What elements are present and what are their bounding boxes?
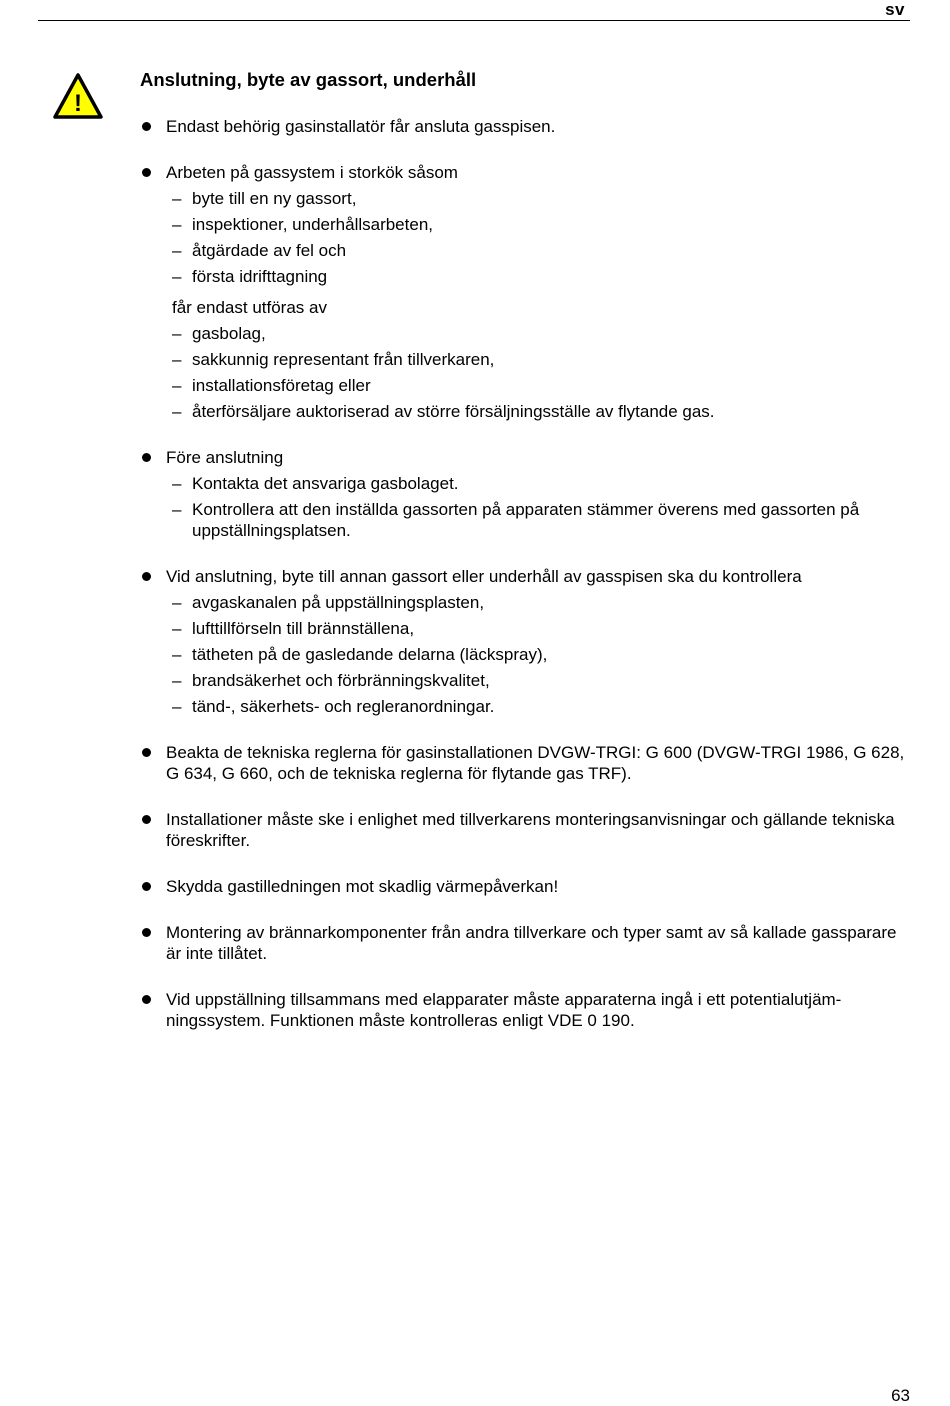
warning-triangle-icon bbox=[52, 72, 104, 120]
bullet-text: Före anslutning bbox=[166, 448, 284, 467]
bullet-list bbox=[140, 116, 910, 1031]
warning-symbol: ! bbox=[74, 90, 82, 117]
dash-item: – tänd-, säkerhets- och regleranordningar. bbox=[166, 696, 910, 717]
bullet-text: Vid anslutning, byte till annan gassort eller underhåll av gasspisen ska du kontrollera bbox=[166, 567, 802, 586]
dash-list bbox=[166, 323, 910, 422]
main-content bbox=[140, 68, 910, 1056]
list-item bbox=[140, 566, 910, 717]
dash-item: – avgaskanalen på uppställningsplasten, bbox=[166, 592, 910, 613]
dash-item: – lufttillförseln till brännställena, bbox=[166, 618, 910, 639]
list-item bbox=[140, 162, 910, 422]
list-item bbox=[140, 742, 910, 784]
dash-list bbox=[166, 188, 910, 287]
bullet-text: Skydda gastilledningen mot skadlig värmepåverkan! bbox=[166, 877, 559, 896]
sub-intro-text: får endast utföras av bbox=[172, 298, 327, 317]
language-code: sv bbox=[885, 0, 905, 19]
dash-item: – gasbolag, bbox=[166, 323, 910, 344]
bullet-text: Vid uppställning tillsammans med elapparater måste apparaterna ingå i ett potentialutjäm-ningssystem. Funktionen måste kontrolleras enligt VDE 0 190. bbox=[166, 990, 842, 1030]
dash-item: – inspektioner, underhållsarbeten, bbox=[166, 214, 910, 235]
page-number: 63 bbox=[891, 1386, 910, 1405]
dash-item: – sakkunnig representant från tillverkaren, bbox=[166, 349, 910, 370]
dash-list bbox=[166, 473, 910, 541]
dash-item: – installationsföretag eller bbox=[166, 375, 910, 396]
bullet-text: Arbeten på gassystem i storkök såsom bbox=[166, 163, 458, 182]
list-item bbox=[140, 116, 910, 137]
dash-item: – första idrifttagning bbox=[166, 266, 910, 287]
dash-list bbox=[166, 592, 910, 717]
bullet-text: Endast behörig gasinstallatör får ansluta gasspisen. bbox=[166, 117, 556, 136]
dash-item: – brandsäkerhet och förbränningskvalitet, bbox=[166, 670, 910, 691]
bullet-text: Montering av brännarkomponenter från andra tillverkare och typer samt av så kallade gassparare är inte tillåtet. bbox=[166, 923, 897, 963]
bullet-text: Installationer måste ske i enlighet med tillverkarens monteringsanvisningar och gällande tekniska föreskrifter. bbox=[166, 810, 895, 850]
list-item bbox=[140, 447, 910, 541]
bullet-text: Beakta de tekniska reglerna för gasinstallationen DVGW-TRGI: G 600 (DVGW-TRGI 1986, G 628, G 634, G 660, och de tekniska reglerna för flytande gas TRF). bbox=[166, 743, 905, 783]
dash-item: – Kontakta det ansvariga gasbolaget. bbox=[166, 473, 910, 494]
dash-item: – återförsäljare auktoriserad av större försäljningsställe av flytande gas. bbox=[166, 401, 910, 422]
list-item bbox=[140, 922, 910, 964]
list-item bbox=[140, 876, 910, 897]
dash-item: – tätheten på de gasledande delarna (läckspray), bbox=[166, 644, 910, 665]
header-rule bbox=[38, 20, 910, 21]
section-title: Anslutning, byte av gassort, underhåll bbox=[140, 69, 477, 90]
dash-item: – åtgärdade av fel och bbox=[166, 240, 910, 261]
dash-item: – Kontrollera att den inställda gassorten på apparaten stämmer överens med gassorten på uppställningsplatsen. bbox=[166, 499, 910, 541]
dash-item: – byte till en ny gassort, bbox=[166, 188, 910, 209]
list-item bbox=[140, 809, 910, 851]
list-item bbox=[140, 989, 910, 1031]
